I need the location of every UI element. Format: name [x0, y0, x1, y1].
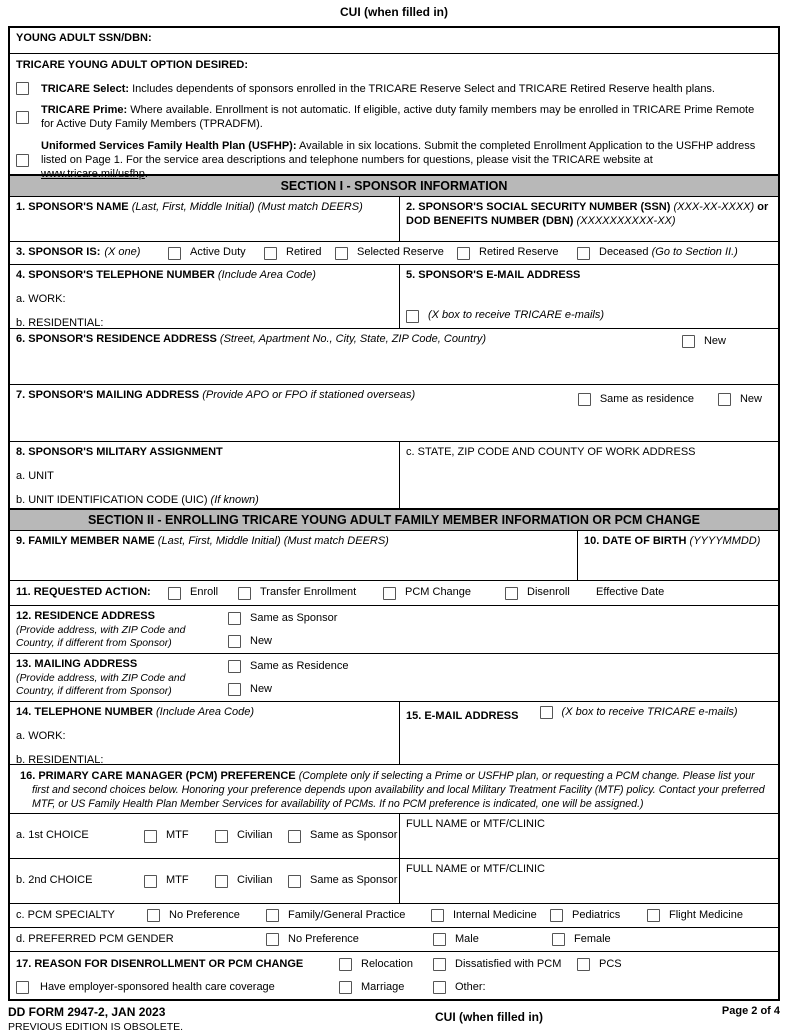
pcm-preference-note: (Complete only if selecting a Prime or USFHP plan, or requesting a PCM change. Please list your first and second choices below. Honoring your preference depends upon availability and local Military Treatment Facility (MTF) policy. Contact your preferred MTF, or US Family Health Plan Member Services for availability of PCMs. If no PCM preference is indicated, one will be assigned.) — [32, 770, 765, 810]
field-16-pcm-preference — [10, 765, 778, 814]
footer-form-id — [8, 1005, 318, 1033]
female-checkbox[interactable] — [552, 933, 565, 946]
row-sponsor-name-ssn — [10, 197, 778, 242]
page-footer — [8, 1005, 780, 1033]
sponsor-mailing-hint: (Provide APO or FPO if stationed overseas) — [202, 389, 416, 401]
second-civilian-checkbox[interactable] — [215, 875, 228, 888]
tricare-select-text — [41, 82, 715, 96]
disenrollment-label: 17. REASON FOR DISENROLLMENT OR PCM CHANGE — [16, 958, 304, 970]
reason-employer-coverage[interactable] — [16, 981, 339, 995]
field-1-sponsor-name[interactable] — [10, 197, 400, 241]
fm-email-optin[interactable] — [540, 706, 738, 720]
deceased-label-wrap — [599, 246, 738, 260]
military-uic-hint: (If known) — [210, 493, 259, 506]
sponsor-ssn-hint: (XXX-XX-XXXX) — [673, 201, 755, 213]
action-pcm-change[interactable] — [383, 586, 505, 600]
row-pcm-second-choice — [10, 859, 778, 904]
sponsor-name-hint: (Last, First, Middle Initial) (Must match DEERS) — [131, 201, 363, 213]
sponsor-dbn-hint: (XXXXXXXXXX-XX) — [576, 214, 676, 227]
sponsor-telephone-label: 4. SPONSOR'S TELEPHONE NUMBER — [16, 269, 218, 281]
usfhp-desc-suffix: . — [144, 168, 148, 181]
field-9-family-member-name[interactable] — [10, 531, 578, 580]
fm-telephone-label-line — [16, 706, 393, 720]
page-number: Page 2 of 4 — [721, 1005, 780, 1017]
field-3-sponsor-is — [10, 242, 778, 265]
second-full-name-label: FULL NAME or MTF/CLINIC — [406, 863, 545, 875]
second-choice-label: b. 2nd CHOICE — [16, 874, 93, 887]
fm-mailing-new[interactable] — [228, 683, 348, 697]
first-choice-civilian[interactable] — [215, 829, 288, 843]
sponsor-email-label: 5. SPONSOR'S E-MAIL ADDRESS — [406, 269, 581, 281]
fm-mailing-hint2: Country, if different from Sponsor) — [16, 685, 172, 697]
mailing-same-label: Same as residence — [599, 393, 694, 405]
row-fm-telephone-email — [10, 702, 778, 765]
transfer-label: Transfer Enrollment — [260, 586, 357, 599]
field-4-sponsor-telephone[interactable] — [10, 265, 400, 328]
retired-reserve-checkbox[interactable] — [457, 247, 470, 260]
specialty-flight-medicine[interactable] — [647, 909, 743, 923]
fm-residence-hint2: Country, if different from Sponsor) — [16, 637, 172, 649]
selected-reserve-label: Selected Reserve — [357, 246, 444, 259]
field-12-residence-address[interactable] — [10, 606, 778, 654]
sponsor-ssn-label: 2. SPONSOR'S SOCIAL SECURITY NUMBER (SSN) — [406, 201, 671, 213]
residence-new-checkbox[interactable] — [682, 335, 695, 348]
pcm-preference-text — [16, 769, 772, 812]
sponsor-email-optin[interactable] — [406, 309, 604, 323]
field-16b-full-name[interactable] — [400, 859, 778, 903]
pcm-preference-label: 16. PRIMARY CARE MANAGER (PCM) PREFERENCE — [20, 770, 299, 782]
tricare-prime-desc: Where available. Enrollment is not automatic. If eligible, active duty family members may be enrolled in TRICARE Prime Remote for Active Duty Family Members (TPRADFM). — [41, 104, 755, 131]
second-same-label: Same as Sponsor — [310, 874, 398, 887]
usfhp-checkbox[interactable] — [16, 154, 29, 167]
sponsor-is-hint: (X one) — [104, 246, 141, 259]
military-uic[interactable] — [16, 494, 393, 508]
effective-date-label[interactable]: Effective Date — [596, 586, 665, 599]
option-block-title: TRICARE YOUNG ADULT OPTION DESIRED: — [16, 59, 249, 71]
action-enroll[interactable] — [168, 586, 238, 600]
usfhp-label: Uniformed Services Family Health Plan (USFHP): — [41, 139, 297, 152]
gender-female[interactable] — [552, 933, 611, 947]
fm-mailing-same-as-residence[interactable] — [228, 660, 348, 674]
specialty-family-practice[interactable] — [266, 909, 431, 923]
gender-no-preference[interactable] — [266, 933, 433, 947]
dissatisfied-label: Dissatisfied with PCM — [455, 958, 562, 970]
fm-mailing-same-checkbox[interactable] — [228, 660, 241, 673]
pediatrics-label: Pediatrics — [572, 908, 621, 921]
first-mtf-label: MTF — [166, 829, 189, 842]
sponsor-residence-label: 6. SPONSOR'S RESIDENCE ADDRESS — [16, 333, 220, 345]
sponsor-telephone-hint: (Include Area Code) — [217, 269, 316, 281]
option-usfhp — [16, 139, 772, 182]
pediatrics-checkbox[interactable] — [550, 909, 563, 922]
first-civilian-checkbox[interactable] — [215, 830, 228, 843]
active-duty-checkbox[interactable] — [168, 247, 181, 260]
mailing-same-checkbox[interactable] — [578, 393, 591, 406]
family-practice-label: Family/General Practice — [288, 908, 406, 921]
gender-male[interactable] — [433, 933, 552, 947]
field-young-adult-ssn — [10, 28, 778, 54]
reason-relocation[interactable] — [339, 958, 433, 972]
field-16a-first-choice — [10, 814, 400, 858]
field-11-requested-action — [10, 581, 778, 606]
option-tricare-prime — [16, 103, 772, 132]
sponsor-residential-phone[interactable]: b. RESIDENTIAL: — [16, 316, 104, 329]
deceased-label: Deceased — [599, 246, 652, 259]
deceased-hint: (Go to Section II.) — [651, 246, 738, 259]
field-6-sponsor-residence[interactable] — [10, 329, 778, 385]
first-choice-label: a. 1st CHOICE — [16, 829, 89, 842]
fm-mailing-label: 13. MAILING ADDRESS — [16, 658, 138, 670]
field-16c-pcm-specialty — [10, 904, 778, 928]
sponsor-is-retired[interactable] — [264, 246, 335, 260]
internal-medicine-checkbox[interactable] — [431, 909, 444, 922]
first-full-name-label: FULL NAME or MTF/CLINIC — [406, 818, 545, 830]
specialty-nopref-checkbox[interactable] — [147, 909, 160, 922]
male-label: Male — [455, 932, 479, 945]
sponsor-residence-hint: (Street, Apartment No., City, State, ZIP Code, Country) — [219, 333, 487, 345]
action-transfer[interactable] — [238, 586, 383, 600]
usfhp-text — [41, 139, 757, 182]
field-10-date-of-birth[interactable] — [578, 531, 778, 580]
fm-mailing-label-block — [16, 658, 228, 697]
sponsor-is-active-duty[interactable] — [168, 246, 264, 260]
retired-reserve-label: Retired Reserve — [479, 246, 559, 259]
previous-edition-note: PREVIOUS EDITION IS OBSOLETE. — [8, 1021, 184, 1033]
fm-residence-label-block — [16, 610, 228, 649]
row-military-assignment — [10, 442, 778, 509]
mailing-new-checkbox[interactable] — [718, 393, 731, 406]
fm-residence-same-as-sponsor[interactable] — [228, 612, 337, 626]
reason-other[interactable] — [433, 981, 486, 995]
transfer-checkbox[interactable] — [238, 587, 251, 600]
male-checkbox[interactable] — [433, 933, 446, 946]
retired-label: Retired — [286, 246, 322, 259]
field-8c-work-address[interactable] — [400, 442, 778, 508]
employer-coverage-checkbox[interactable] — [16, 981, 29, 994]
first-choice-same-as-sponsor[interactable] — [288, 829, 397, 843]
family-practice-checkbox[interactable] — [266, 909, 279, 922]
marriage-checkbox[interactable] — [339, 981, 352, 994]
field-16d-pcm-gender — [10, 928, 778, 952]
fm-mailing-new-label: New — [250, 682, 273, 695]
row-telephone-email — [10, 265, 778, 329]
field-17-disenrollment-reason — [10, 952, 778, 999]
sponsor-is-label-slot — [16, 246, 168, 260]
sponsor-name-label: 1. SPONSOR'S NAME — [16, 201, 129, 213]
sponsor-dbn-label: DOD BENEFITS NUMBER (DBN) — [406, 214, 577, 227]
field-5-sponsor-email[interactable] — [400, 265, 778, 328]
first-civilian-label: Civilian — [237, 829, 273, 842]
sponsor-is-retired-reserve[interactable] — [457, 246, 577, 260]
tricare-select-desc: Includes dependents of sponsors enrolled in the TRICARE Reserve Select and TRICARE Retired Reserve health plans. — [129, 82, 715, 95]
sponsor-mailing-options — [578, 393, 762, 407]
military-unit[interactable]: a. UNIT — [16, 469, 54, 482]
fm-work-phone[interactable]: a. WORK: — [16, 729, 66, 742]
second-mtf-checkbox[interactable] — [144, 875, 157, 888]
disenrollment-line-2 — [16, 981, 772, 995]
sponsor-ssn-or: or — [754, 201, 769, 213]
dissatisfied-checkbox[interactable] — [433, 958, 446, 971]
work-address-label: c. STATE, ZIP CODE AND COUNTY OF WORK ADDRESS — [406, 446, 696, 458]
disenrollment-line-1 — [16, 958, 772, 972]
tricare-prime-label: TRICARE Prime: — [41, 104, 128, 117]
second-civilian-label: Civilian — [237, 874, 273, 887]
reason-marriage[interactable] — [339, 981, 433, 995]
row-family-member-dob — [10, 531, 778, 581]
dob-label: 10. DATE OF BIRTH — [584, 535, 690, 547]
field-7-sponsor-mailing[interactable] — [10, 385, 778, 442]
first-choice-mtf[interactable] — [144, 829, 215, 843]
sponsor-is-selected-reserve[interactable] — [335, 246, 457, 260]
marriage-label: Marriage — [361, 980, 405, 993]
mailing-same-as-residence[interactable] — [578, 393, 694, 407]
dob-hint: (YYYYMMDD) — [689, 535, 761, 547]
active-duty-label: Active Duty — [190, 246, 246, 259]
field-2-sponsor-ssn[interactable] — [400, 197, 778, 241]
other-label: Other: — [455, 980, 486, 993]
second-choice-same-as-sponsor[interactable] — [288, 874, 397, 888]
requested-action-label: 11. REQUESTED ACTION: — [16, 586, 151, 599]
fm-residence-new-label: New — [250, 634, 273, 647]
female-label: Female — [574, 932, 611, 945]
fm-residence-new-checkbox[interactable] — [228, 635, 241, 648]
military-uic-label: b. UNIT IDENTIFICATION CODE (UIC) — [16, 493, 211, 506]
relocation-checkbox[interactable] — [339, 958, 352, 971]
fm-residential-phone[interactable]: b. RESIDENTIAL: — [16, 753, 104, 766]
sponsor-mailing-label: 7. SPONSOR'S MAILING ADDRESS — [16, 389, 203, 401]
action-disenroll[interactable] — [505, 586, 596, 600]
pcm-specialty-label: c. PCM SPECIALTY — [16, 908, 115, 921]
field-15-email[interactable] — [400, 702, 778, 764]
second-choice-mtf[interactable] — [144, 874, 215, 888]
first-same-checkbox[interactable] — [288, 830, 301, 843]
pcm-change-checkbox[interactable] — [383, 587, 396, 600]
tricare-option-block — [10, 54, 778, 181]
sponsor-work-phone[interactable]: a. WORK: — [16, 292, 66, 305]
fm-residence-same-label: Same as Sponsor — [250, 612, 338, 624]
fm-mailing-options — [228, 658, 348, 697]
pcm-change-label: PCM Change — [405, 586, 472, 599]
cui-banner-top: CUI (when filled in) — [340, 5, 448, 19]
reason-pcs[interactable] — [577, 958, 622, 972]
pcs-checkbox[interactable] — [577, 958, 590, 971]
sponsor-email-optin-checkbox[interactable] — [406, 310, 419, 323]
fm-telephone-hint: (Include Area Code) — [155, 706, 255, 718]
specialty-nopref-label: No Preference — [169, 908, 240, 921]
employer-coverage-label: Have employer-sponsored health care coverage — [40, 980, 275, 993]
reason-dissatisfied[interactable] — [433, 958, 577, 972]
fm-email-optin-hint: (X box to receive TRICARE e-mails) — [561, 706, 738, 718]
specialty-pediatrics[interactable] — [550, 909, 647, 923]
field-8-military-assignment[interactable] — [10, 442, 400, 508]
section-2-header: SECTION II - ENROLLING TRICARE YOUNG ADULT FAMILY MEMBER INFORMATION OR PCM CHANGE — [10, 509, 778, 531]
deceased-checkbox[interactable] — [577, 247, 590, 260]
first-mtf-checkbox[interactable] — [144, 830, 157, 843]
usfhp-desc: Available in six locations. Submit the completed Enrollment Application to the USFHP address listed on Page 1. For the service area descriptions and telephone numbers for questions, please visit the TRICARE website at — [41, 139, 756, 166]
field-14-telephone[interactable] — [10, 702, 400, 764]
flight-medicine-label: Flight Medicine — [669, 908, 743, 921]
selected-reserve-checkbox[interactable] — [335, 247, 348, 260]
fm-email-label: 15. E-MAIL ADDRESS — [406, 710, 519, 723]
field-16a-full-name[interactable] — [400, 814, 778, 858]
second-same-checkbox[interactable] — [288, 875, 301, 888]
field-13-mailing-address[interactable] — [10, 654, 778, 702]
specialty-no-preference[interactable] — [147, 909, 266, 923]
mailing-new-label: New — [739, 393, 762, 405]
disenroll-label: Disenroll — [527, 586, 570, 599]
fm-residence-options — [228, 610, 337, 649]
section-1-header: SECTION I - SPONSOR INFORMATION — [10, 175, 778, 197]
fm-mailing-hint1: (Provide address, with ZIP Code and — [16, 672, 186, 684]
enroll-label: Enroll — [190, 586, 219, 599]
fm-email-optin-checkbox[interactable] — [540, 706, 553, 719]
field-16b-second-choice — [10, 859, 400, 903]
relocation-label: Relocation — [361, 958, 413, 970]
gender-nopref-checkbox[interactable] — [266, 933, 279, 946]
military-assignment-label: 8. SPONSOR'S MILITARY ASSIGNMENT — [16, 446, 223, 458]
fm-residence-same-checkbox[interactable] — [228, 612, 241, 625]
row-pcm-first-choice — [10, 814, 778, 859]
fm-residence-new[interactable] — [228, 635, 337, 649]
first-same-label: Same as Sponsor — [310, 829, 398, 842]
fm-residence-hint1: (Provide address, with ZIP Code and — [16, 624, 186, 636]
other-checkbox[interactable] — [433, 981, 446, 994]
family-member-name-label: 9. FAMILY MEMBER NAME — [16, 535, 158, 547]
fm-residence-label: 12. RESIDENCE ADDRESS — [16, 610, 155, 622]
disenroll-checkbox[interactable] — [505, 587, 518, 600]
internal-medicine-label: Internal Medicine — [453, 908, 537, 921]
sponsor-telephone-label-line — [16, 269, 393, 283]
cui-banner-bottom: CUI (when filled in) — [435, 1010, 543, 1024]
gender-nopref-label: No Preference — [288, 932, 359, 945]
form-number: DD FORM 2947-2, JAN 2023 — [8, 1005, 166, 1019]
sponsor-is-label: 3. SPONSOR IS: — [16, 246, 101, 259]
retired-checkbox[interactable] — [264, 247, 277, 260]
second-mtf-label: MTF — [166, 874, 189, 887]
sponsor-is-deceased[interactable] — [577, 246, 738, 260]
tricare-prime-text — [41, 103, 757, 132]
family-member-name-hint: (Last, First, Middle Initial) (Must match DEERS) — [157, 535, 389, 547]
sponsor-residence-new[interactable] — [682, 335, 726, 349]
pcm-gender-label: d. PREFERRED PCM GENDER — [16, 932, 174, 945]
fm-telephone-label: 14. TELEPHONE NUMBER — [16, 706, 156, 718]
enroll-checkbox[interactable] — [168, 587, 181, 600]
fm-mailing-same-label: Same as Residence — [250, 660, 349, 672]
pcs-label: PCS — [599, 958, 622, 970]
tricare-prime-checkbox[interactable] — [16, 111, 29, 124]
tricare-select-label: TRICARE Select: — [41, 82, 130, 95]
residence-new-label: New — [703, 335, 726, 347]
flight-medicine-checkbox[interactable] — [647, 909, 660, 922]
sponsor-email-optin-hint: (X box to receive TRICARE e-mails) — [428, 309, 605, 322]
specialty-internal-medicine[interactable] — [431, 909, 550, 923]
tricare-website-link[interactable]: www.tricare.mil/usfhp — [41, 168, 145, 181]
fm-mailing-new-checkbox[interactable] — [228, 683, 241, 696]
young-adult-ssn-label: YOUNG ADULT SSN/DBN: — [16, 32, 152, 44]
tricare-select-checkbox[interactable] — [16, 82, 29, 95]
second-choice-civilian[interactable] — [215, 874, 288, 888]
option-tricare-select — [16, 82, 772, 96]
dd-form-2947-2 — [8, 26, 780, 1001]
mailing-new[interactable] — [718, 393, 762, 407]
